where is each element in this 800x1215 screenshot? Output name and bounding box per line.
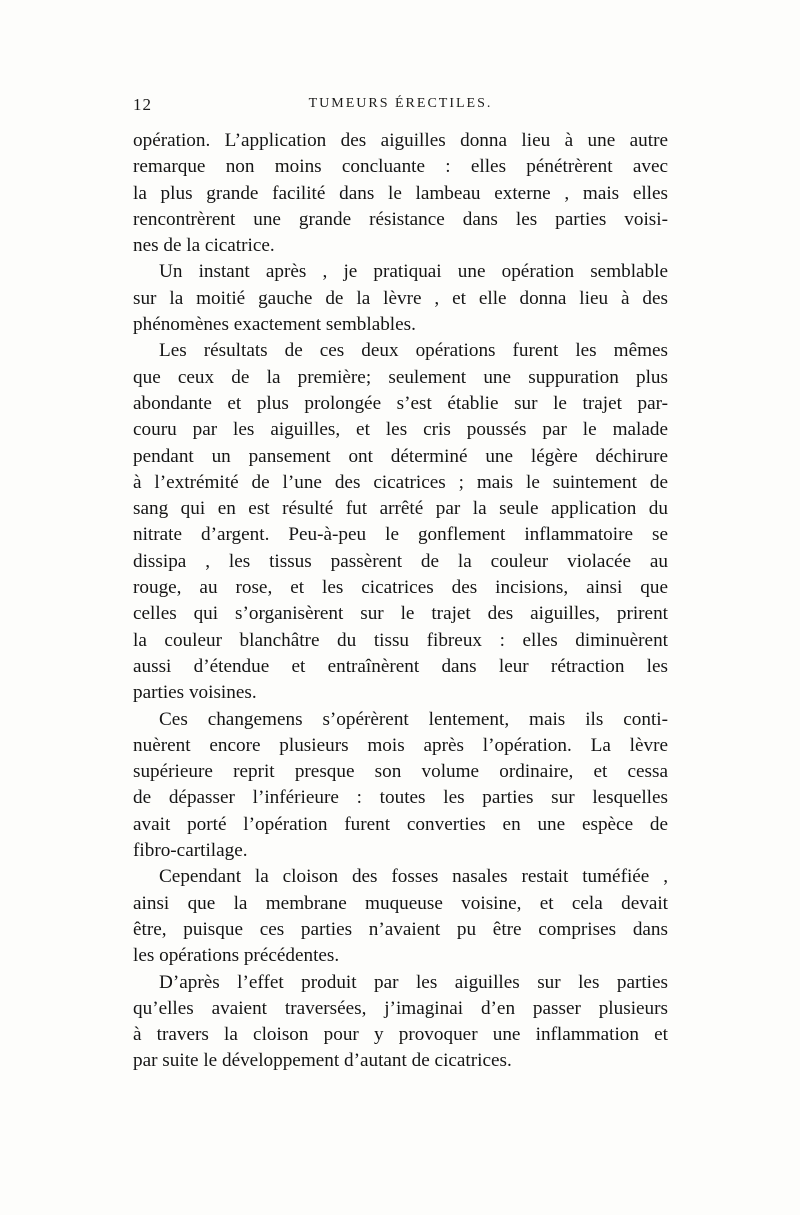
page-header xyxy=(133,95,668,121)
paragraph xyxy=(133,707,668,865)
text-line: abondante et plus prolongée s’est établie sur le trajet par- xyxy=(133,392,668,414)
text-line: ainsi que la membrane muqueuse voisine, et cela devait xyxy=(133,892,668,914)
text-line: phénomènes exactement semblables. xyxy=(133,314,416,336)
text-line: que ceux de la première; seulement une suppuration plus xyxy=(133,366,668,388)
text-line: opération. L’application des aiguilles donna lieu à une autre xyxy=(133,130,668,151)
text-line: qu’elles avaient traversées, j’imaginai d’en passer plusieurs xyxy=(133,997,668,1019)
text-line: couru par les aiguilles, et les cris poussés par le malade xyxy=(133,419,668,441)
text-line: nuèrent encore plusieurs mois après l’opération. La lèvre xyxy=(133,734,668,756)
text-line: remarque non moins concluante : elles pénétrèrent avec xyxy=(133,156,668,178)
text-line: à l’extrémité de l’une des cicatrices ; mais le suintement de xyxy=(133,471,668,493)
text-line: rouge, au rose, et les cicatrices des incisions, ainsi que xyxy=(133,577,668,599)
text-line: Cependant la cloison des fosses nasales restait tuméfiée , xyxy=(159,866,668,888)
text-line: parties voisines. xyxy=(133,682,257,704)
paragraph xyxy=(133,970,668,1075)
text-line: sang qui en est résulté fut arrêté par la seule application du xyxy=(133,498,668,520)
paragraph xyxy=(133,864,668,969)
text-line: celles qui s’organisèrent sur le trajet des aiguilles, prirent xyxy=(133,603,668,625)
text-line: nes de la cicatrice. xyxy=(133,235,275,257)
text-line: nitrate d’argent. Peu-à-peu le gonflement inflammatoire se xyxy=(133,524,668,546)
body-text xyxy=(133,128,668,1075)
text-line: Un instant après , je pratiquai une opération semblable xyxy=(159,261,668,283)
text-line: avait porté l’opération furent converties en une espèce de xyxy=(133,813,668,835)
text-line: aussi d’étendue et entraînèrent dans leur rétraction les xyxy=(133,655,668,677)
text-line: la plus grande facilité dans le lambeau externe , mais elles xyxy=(133,182,668,204)
text-line: supérieure reprit presque son volume ordinaire, et cessa xyxy=(133,761,668,783)
paragraph xyxy=(133,128,668,259)
paragraph xyxy=(133,259,668,338)
text-line: par suite le développement d’autant de cicatrices. xyxy=(133,1050,512,1072)
paragraph xyxy=(133,338,668,706)
text-line: être, puisque ces parties n’avaient pu être comprises dans xyxy=(133,918,668,940)
text-line: à travers la cloison pour y provoquer une inflammation et xyxy=(133,1024,668,1046)
text-line: les opérations précédentes. xyxy=(133,945,340,967)
text-line: dissipa , les tissus passèrent de la couleur violacée au xyxy=(133,550,668,572)
text-line: sur la moitié gauche de la lèvre , et elle donna lieu à des xyxy=(133,287,668,309)
text-line: D’après l’effet produit par les aiguilles sur les parties xyxy=(159,971,668,993)
text-line: pendant un pansement ont déterminé une légère déchirure xyxy=(133,445,668,467)
text-line: fibro-cartilage. xyxy=(133,840,248,862)
text-line: Les résultats de ces deux opérations furent les mêmes xyxy=(159,340,668,362)
running-title: TUMEURS ÉRECTILES. xyxy=(308,96,493,111)
text-line: Ces changemens s’opérèrent lentement, mais ils conti- xyxy=(159,708,668,730)
text-line: de dépasser l’inférieure : toutes les parties sur lesquelles xyxy=(133,787,668,809)
page-number: 12 xyxy=(133,95,152,114)
text-line: la couleur blanchâtre du tissu fibreux : elles diminuèrent xyxy=(133,629,668,651)
text-line: rencontrèrent une grande résistance dans les parties voisi- xyxy=(133,208,668,230)
